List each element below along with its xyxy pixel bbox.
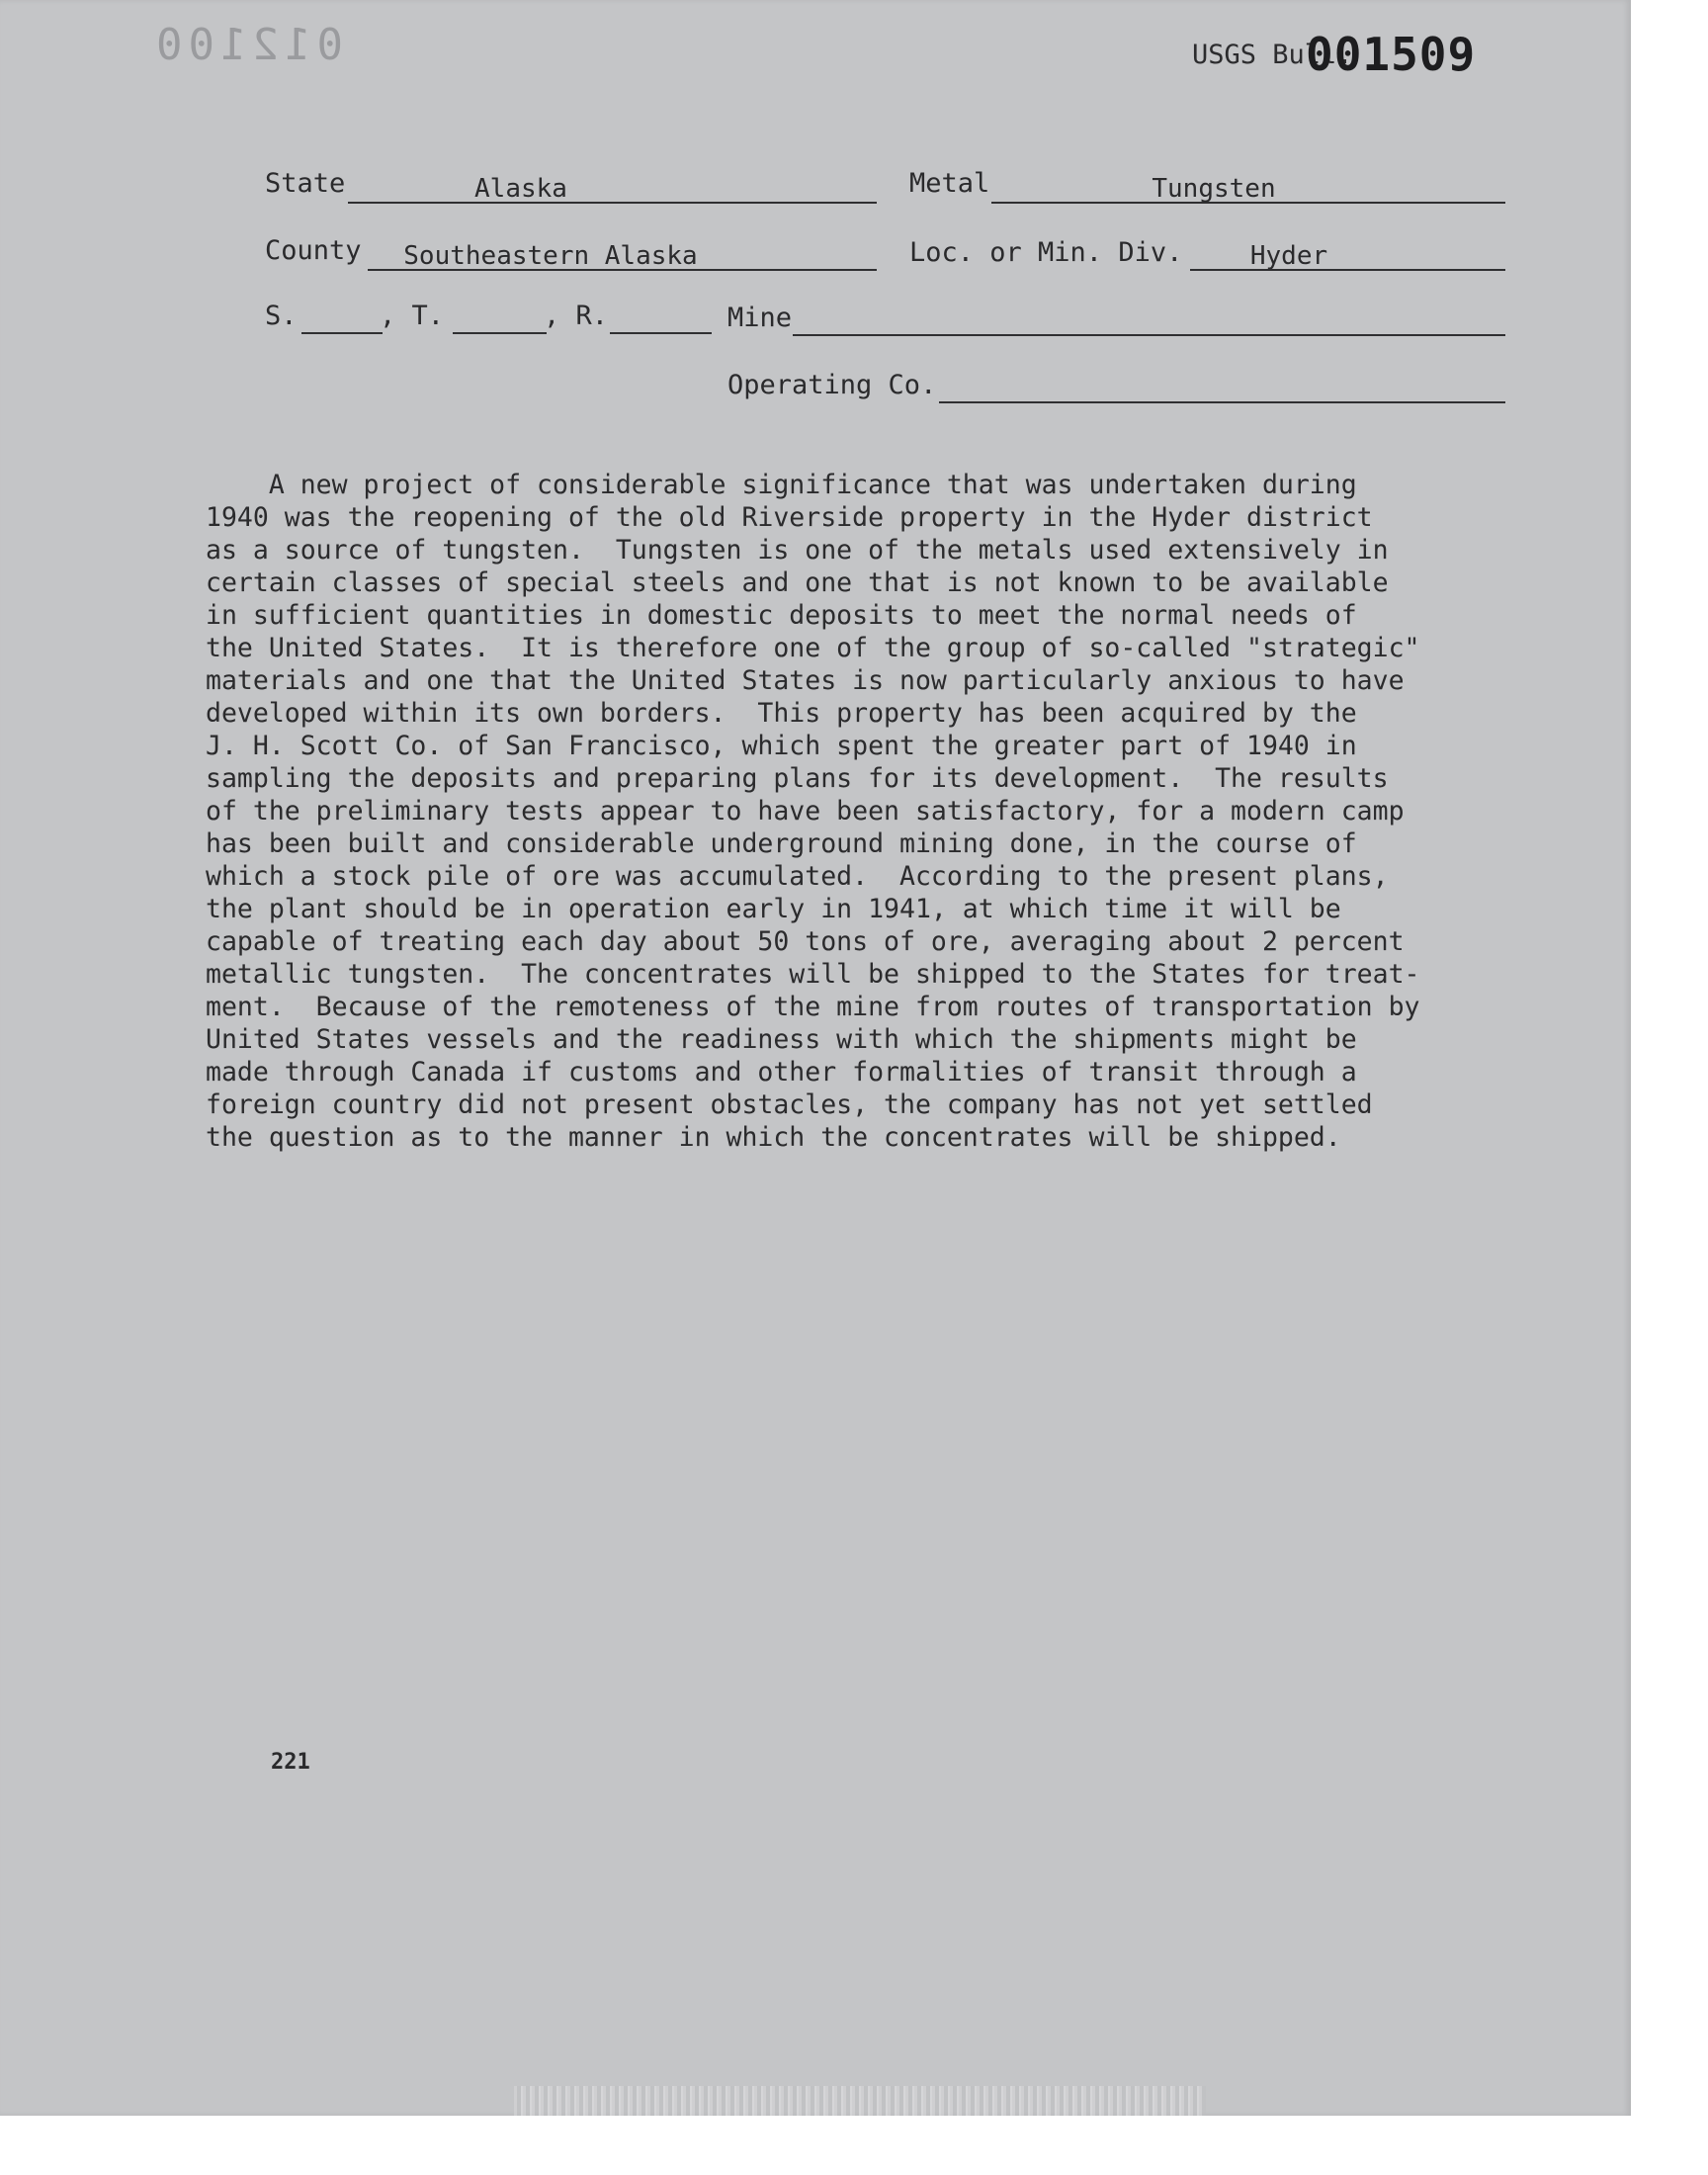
body-line: capable of treating each day about 50 tons of ore, averaging about 2 percent [206,926,1405,957]
body-line: certain classes of special steels and one that is not known to be available [206,567,1389,598]
township-label: , T. [380,301,445,331]
body-line: materials and one that the United States is now particularly anxious to have [206,665,1405,696]
mine-line [793,334,1505,336]
county-label: County [265,235,362,266]
body-line: has been built and considerable underground mining done, in the course of [206,828,1357,859]
county-value: Southeastern Alaska [403,241,698,271]
body-line: the plant should be in operation early in 1941, at which time it will be [206,894,1341,924]
body-line: United States vessels and the readiness with which the shipments might be [206,1024,1357,1055]
body-line: 1940 was the reopening of the old Riverside property in the Hyder district [206,502,1373,533]
body-line: which a stock pile of ore was accumulated. According to the present plans, [206,861,1389,892]
section-line [301,332,383,334]
reference-text: USGS Bull. [1192,40,1353,70]
loc-label: Loc. or Min. Div. [909,237,1183,268]
section-label: S. [265,301,298,331]
loc-value: Hyder [1249,241,1328,271]
body-line: foreign country did not present obstacles, the company has not yet settled [206,1089,1373,1120]
state-value: Alaska [474,174,567,204]
metal-label: Metal [909,168,990,199]
body-line: the question as to the manner in which the concentrates will be shipped. [206,1122,1341,1153]
body-line: as a source of tungsten. Tungsten is one of the metals used extensively in [206,535,1389,566]
serial-number: 001509 [1306,28,1477,81]
body-line: J. H. Scott Co. of San Francisco, which spent the greater part of 1940 in [206,731,1357,761]
operating-label: Operating Co. [727,370,937,400]
range-line [610,332,712,334]
page-number: 221 [271,1750,310,1775]
mine-label: Mine [727,303,793,333]
stamp-number: 012100 [150,20,343,70]
body-line: developed within its own borders. This property has been acquired by the [206,698,1357,729]
body-line: in sufficient quantities in domestic deposits to meet the normal needs of [206,600,1357,631]
body-line: metallic tungsten. The concentrates will be shipped to the States for treat- [206,959,1420,990]
state-label: State [265,168,346,199]
body-line: sampling the deposits and preparing plans for its development. The results [206,763,1389,794]
scan-edge-artifact [514,2086,1206,2116]
body-line: the United States. It is therefore one of the group of so-called "strategic" [206,633,1420,663]
township-line [453,332,547,334]
operating-line [939,401,1505,403]
body-line: of the preliminary tests appear to have been satisfactory, for a modern camp [206,796,1405,826]
range-label: , R. [544,301,609,331]
body-line: A new project of considerable significance that was undertaken during [206,470,1357,500]
body-line: ment. Because of the remoteness of the mine from routes of transportation by [206,992,1420,1022]
body-paragraph [206,469,1491,1154]
body-line: made through Canada if customs and other formalities of transit through a [206,1057,1357,1088]
metal-value: Tungsten [1152,174,1276,204]
reference-header [1192,28,1477,81]
